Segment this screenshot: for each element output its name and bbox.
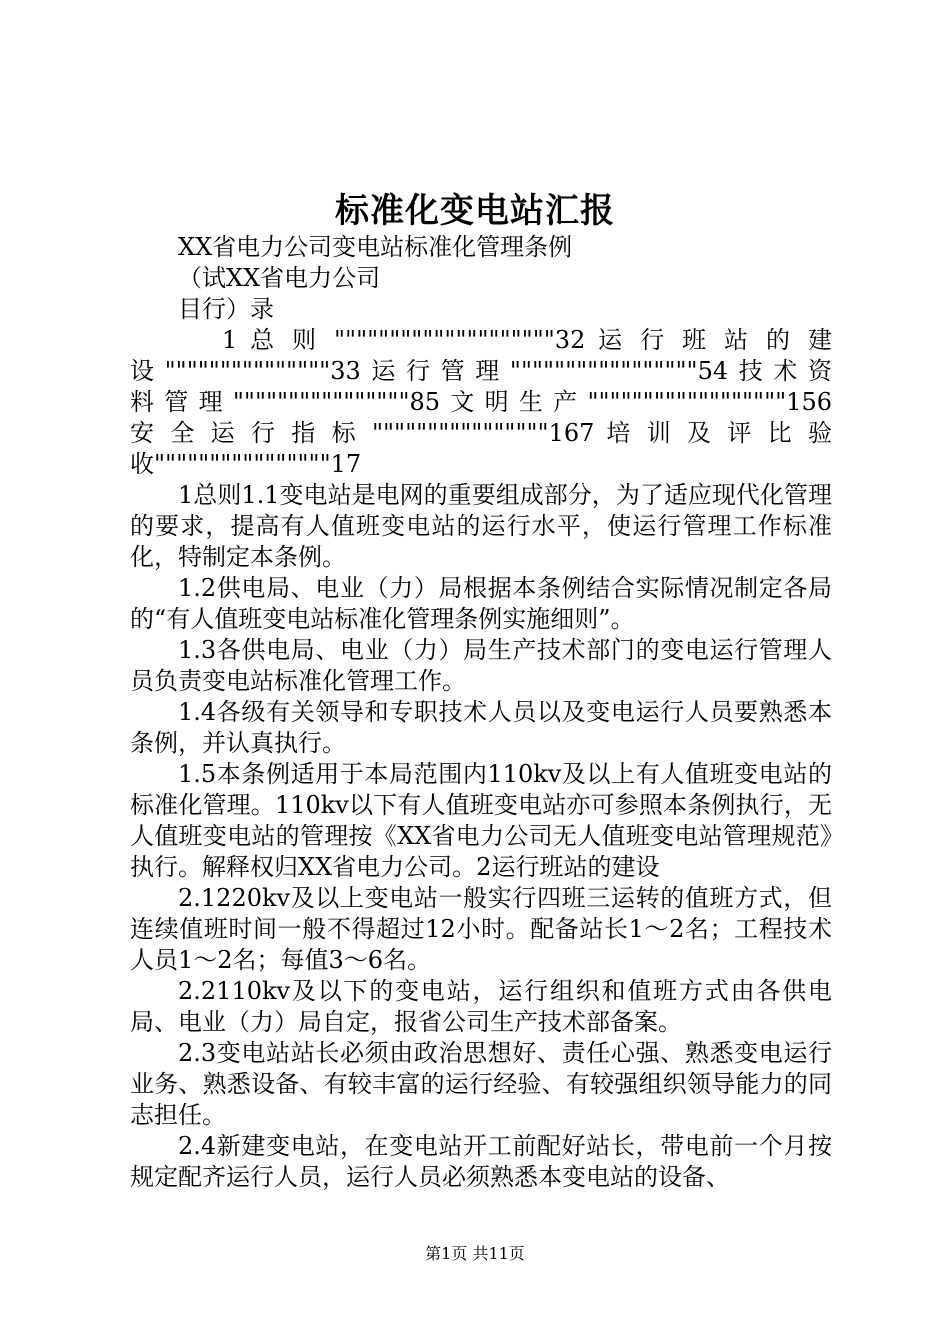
paragraph: 1.4各级有关领导和专职技术人员以及变电运行人员要熟悉本条例，并认真执行。 bbox=[130, 698, 832, 757]
paragraph: 2.3变电站站长必须由政治思想好、责任心强、熟悉变电运行业务、熟悉设备、有较丰富的运行经验、有较强组织领导能力的同志担任。 bbox=[130, 1039, 832, 1129]
paragraph: 1.2供电局、电业（力）局根据本条例结合实际情况制定各局的“有人值班变电站标准化管理条例实施细则”。 bbox=[130, 574, 832, 633]
page-footer: 第1页 共11页 bbox=[425, 1244, 525, 1263]
paragraph: 2.4新建变电站，在变电站开工前配好站长，带电前一个月按规定配齐运行人员，运行人员必须熟悉本变电站的设备、 bbox=[130, 1132, 832, 1191]
document-body bbox=[130, 232, 832, 1193]
toc-line: 料管理""""""""""""""""85文明生产""""""""""""""""""156 bbox=[130, 388, 832, 416]
paragraph: 1总则1.1变电站是电网的重要组成部分，为了适应现代化管理的要求，提高有人值班变电站的运行水平，使运行管理工作标准化，特制定本条例。 bbox=[130, 481, 832, 571]
header-line: XX省电力公司变电站标准化管理条例 bbox=[178, 233, 573, 261]
header-line: 目行）录 bbox=[178, 295, 274, 323]
paragraph: 2.1220kv及以上变电站一般实行四班三运转的值班方式，但连续值班时间一般不得超过12小时。配备站长1～2名；工程技术人员1～2名；每值3～6名。 bbox=[130, 884, 832, 974]
paragraph: 1.5本条例适用于本局范围内110kv及以上有人值班变电站的标准化管理。110kv以下有人值班变电站亦可参照本条例执行，无人值班变电站的管理按《XX省电力公司无人值班变电站管理规范》执行。解释权归XX省电力公司。2运行班站的建设 bbox=[130, 760, 832, 881]
toc-line: 收""""""""""""""""17 bbox=[130, 450, 362, 478]
document-title: 标准化变电站汇报 bbox=[335, 191, 615, 231]
header-line: （试XX省电力公司 bbox=[178, 264, 381, 292]
paragraph: 1.3各供电局、电业（力）局生产技术部门的变电运行管理人员负责变电站标准化管理工作。 bbox=[130, 636, 832, 695]
toc-line: 设"""""""""""""""33运行管理"""""""""""""""""54技术资 bbox=[130, 357, 832, 385]
toc-line: 1 总 则 """"""""""""""""""""32 运 行 班 站 的 建 bbox=[222, 326, 832, 354]
toc-line: 安 全 运 行 指 标 """"""""""""""""167 培 训 及 评 比 验 bbox=[130, 419, 832, 447]
paragraph: 2.2110kv及以下的变电站，运行组织和值班方式由各供电局、电业（力）局自定，报省公司生产技术部备案。 bbox=[130, 977, 832, 1036]
